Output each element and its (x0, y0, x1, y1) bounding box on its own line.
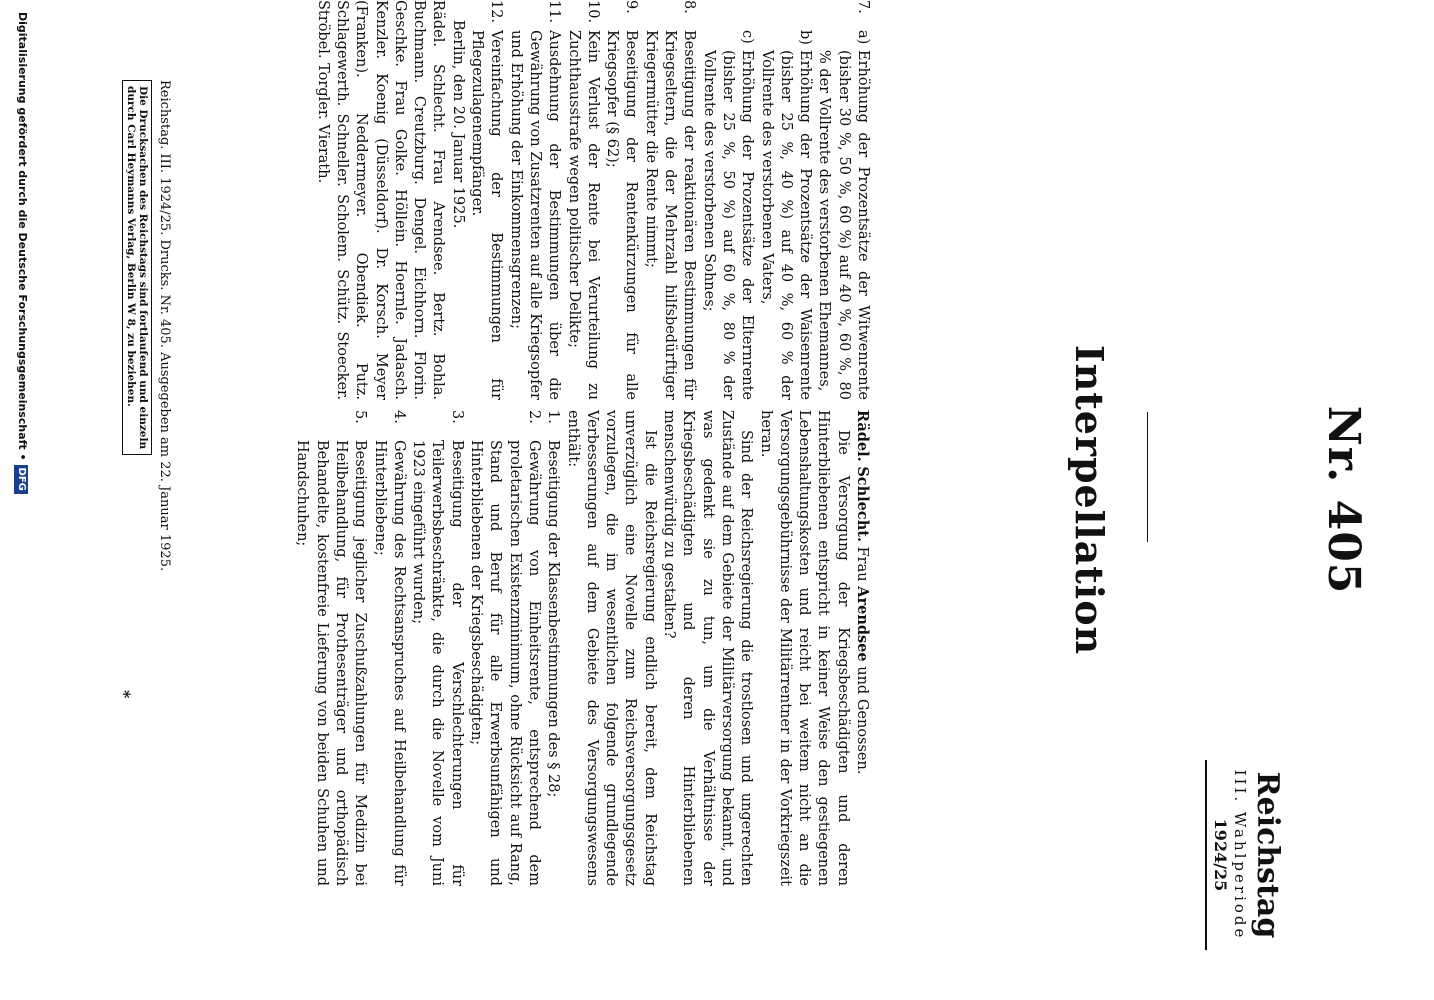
list-item (505, 0, 563, 400)
item-text: Beseitigung jeglicher Zuschußzahlungen für Medizin bei Heilbehandlung, für Prothesenträger und orthopädisch Behandelte, kostenfreie Lieferung von beiden Schuhen und Handschuhen; (294, 440, 369, 886)
demands-list-right (467, 0, 872, 400)
sub-item (756, 30, 814, 400)
item-number: 1. (545, 410, 562, 424)
masthead-years: 1924/25 (1211, 818, 1230, 892)
footer (122, 80, 172, 925)
demands-list-left (292, 410, 562, 886)
item-number: 5. (352, 410, 369, 424)
footer-box (122, 80, 152, 455)
list-item (698, 0, 872, 400)
footer-line: Reichstag. III. 1924/25. Drucks. Nr. 405. Ausgegeben am 22. Januar 1925. (157, 80, 172, 572)
item-number: 7. (855, 0, 871, 14)
digitization-note (14, 12, 29, 972)
item-text: Gewährung des Rechtsanspruches auf Heilbehandlung für Hinterbliebene; (371, 440, 407, 886)
sub-item-text: Erhöhung der Prozentsätze der Waisenrente (bisher 25 %, 40 %) auf 40 %, 60 % der Vollrente des verstorbenen Vaters, (758, 50, 814, 400)
sub-item (814, 30, 872, 400)
digitization-text: Digitalisierung gefördert durch die Deutsche Forschungsgemeinschaft • (16, 12, 29, 461)
item-text: Vereinfachung der Bestimmungen für Pflegezulagenempfänger. (469, 30, 505, 400)
list-item (543, 410, 562, 886)
item-text: Kein Verlust der Rente bei Verurteilung zu Zuchthausstrafe wegen politischer Delikte; (565, 30, 601, 400)
masthead-rule (1205, 760, 1207, 950)
footer-box-line-1: Die Drucksachen des Reichstags sind fortlaufend und einzeln (137, 86, 149, 450)
sub-item-letter: b) (797, 30, 814, 45)
authors-end: und Genossen. (854, 666, 870, 775)
list-item (602, 0, 641, 400)
item-number: 2. (525, 410, 542, 424)
document-number: Nr. 405 (1318, 405, 1369, 595)
item-number: 4. (390, 410, 407, 424)
item-text: Ausdehnung der Bestimmungen über die Gewährung von Zusatzrenten auf alle Kriegsopfer und Erhöhung der Einkommensgrenzen; (507, 30, 563, 400)
author-2: Schlecht. (854, 466, 871, 543)
item-text: Beseitigung der Klassenbestimmungen des § 28; (545, 440, 562, 798)
author-3: Arendsee (854, 586, 871, 662)
divider-rule (1147, 412, 1148, 542)
sub-item (698, 30, 756, 400)
list-item (467, 0, 506, 400)
footer-box-line-2: durch Carl Heymanns Verlag, Berlin W 8, zu beziehen. (125, 86, 137, 407)
item-text: Beseitigung der reaktionären Bestimmungen für Kriegseltern, die der Mehrzahl hilfsbedürftiger Kriegermütter die Rente nimmt; (642, 30, 698, 400)
sub-item-letter: a) (855, 30, 871, 45)
list-item (640, 0, 698, 400)
masthead-title: Reichstag (1250, 771, 1285, 939)
sub-item-letter: c) (739, 30, 756, 44)
paragraph-2: Sind der Reichsregierung die trostlosen und ungerechten Zustände auf dem Gebiete der Militärversorgung bekannt, und was gedenkt sie zu tun, um die Verhältnisse der Kriegsbeschädigten und deren Hinterbliebenen menschenwürdig zu gestalten? (661, 410, 755, 886)
document-heading: Interpellation (1067, 344, 1112, 656)
sub-item-text: Erhöhung der Prozentsätze der Witwenrente (bisher 30 %, 50 %, 60 %) auf 40 %, 60 %, 80 % der Vollrente des verstorbenen Ehemannes, (816, 50, 871, 400)
item-text: Beseitigung der Verschlechterungen für Teilerwerbsbeschränkte, die durch die Novelle vom Juni 1923 eingeführt wurden; (410, 440, 465, 886)
right-column (312, 0, 872, 400)
item-text: Gewährung von Einheitsrente, entsprechend dem proletarischen Existenzminimum, ohne Rücksicht auf Rang, Stand und Beruf für alle Erwerbsunfähigen und Hinterbliebenen der Kriegsbeschädigten; (468, 440, 542, 886)
signatories: Rädel. Schlecht. Frau Arendsee. Bertz. Bohla. Buchmann. Creutzburg. Dengel. Eichhorn. Florin. Geschke. Frau Golke. Höllein. Hoernle. Jadasch. Kenzler. Koenig (Düsseldorf). Dr. Korsch. Meyer (Franken). Neddermeyer. Obendiek. Putz. Schlagewerth. Schneller. Scholem. Schütz. Stoecker. Ströbel. Torgler. Vierath. (314, 0, 447, 400)
item-number: 10. (584, 0, 601, 24)
sub-item-text: Erhöhung der Prozentsätze der Elternrente (bisher 25 %, 50 %) auf 60 %, 80 % der Vollrente des verstorbenen Sohnes; (700, 50, 756, 400)
paragraph-3: Ist die Reichsregierung endlich bereit, dem Reichstag unverzüglich eine Novelle zum Reichsversorgungsgesetz vorzulegen, die im wesentlichen folgende grundlegende Verbesserungen auf dem Gebiete des Versorgungswesens enthält: (564, 410, 658, 886)
masthead (1205, 745, 1284, 965)
list-item (369, 410, 408, 886)
place-date: Berlin, den 20. Januar 1925. (449, 20, 466, 229)
item-text: Beseitigung der Rentenkürzungen für alle Kriegsopfer (§ 62); (604, 30, 640, 400)
author-1: Rädel. (854, 410, 871, 462)
item-number: 9. (623, 0, 640, 14)
left-column (292, 410, 872, 886)
list-item (563, 0, 602, 400)
list-item (466, 410, 543, 886)
item-number: 8. (681, 0, 698, 14)
authors-line (852, 410, 872, 886)
star-mark: * (115, 690, 134, 699)
item-number: 3. (448, 410, 465, 424)
list-item (408, 410, 466, 886)
author-title: Frau (854, 546, 870, 582)
paragraph-1: Die Versorgung der Kriegsbeschädigten und deren Hinterbliebenen entspricht in keiner Weise den gestiegenen Lebenshaltungskosten und reicht bei weitem nicht an die Versorgungsgebührnisse der Militärrentner in der Vorkriegszeit heran. (757, 410, 851, 886)
masthead-period: III. Wahlperiode (1231, 769, 1249, 941)
dfg-logo-icon: DFG (14, 465, 28, 494)
item-number: 11. (546, 0, 563, 24)
item-number: 12. (488, 0, 505, 24)
list-item (292, 410, 369, 886)
